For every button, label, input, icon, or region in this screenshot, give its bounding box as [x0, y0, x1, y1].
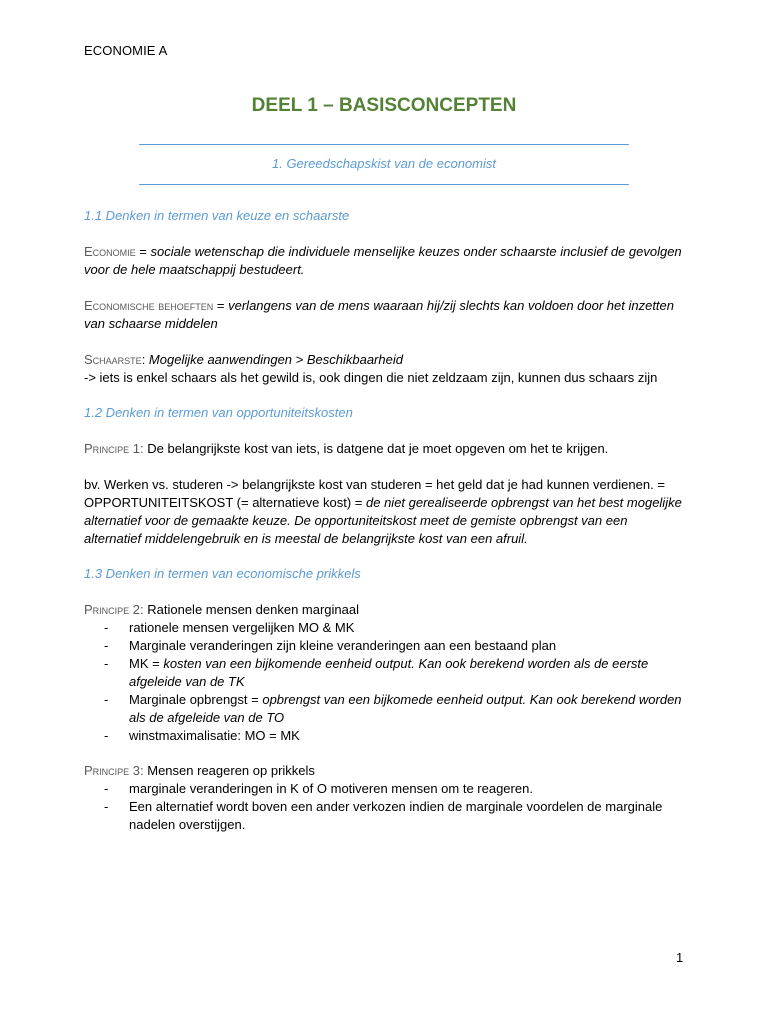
principe-1: Principe 1: De belangrijkste kost van iets, is datgene dat je moet opgeven om het te krijgen.: [84, 441, 609, 456]
principe-3: Principe 3: Mensen reageren op prikkels: [84, 763, 315, 778]
term-principe-1: Principe 1:: [84, 441, 144, 456]
definition-text: verlangens van de mens waaraan hij/zij slechts kan voldoen door het inzetten van schaarse middelen: [84, 298, 675, 331]
list-item: - winstmaximalisatie: MO = MK: [104, 728, 300, 743]
bullet-list-principe-2: [84, 619, 684, 745]
term-principe-2: Principe 2:: [84, 602, 144, 617]
schaarste-note: -> iets is enkel schaars als het gewild is, ook dingen die niet zeldzaam zijn, kunnen dus schaars zijn: [84, 370, 658, 385]
list-item: - Een alternatief wordt boven een ander verkozen indien de marginale voordelen de marginale nadelen overstijgen.: [104, 799, 663, 832]
term-behoeften: Economische behoeften: [84, 298, 214, 313]
page-number: 1: [676, 950, 684, 965]
list-item: - Marginale opbrengst = opbrengst van een bijkomede eenheid output. Kan ook berekend worden als de afgeleide van de TO: [104, 692, 682, 725]
term-schaarste: Schaarste: [84, 352, 142, 367]
term-principe-3: Principe 3:: [84, 763, 144, 778]
term-economie: Economie: [84, 244, 136, 259]
section-heading-1-3: 1.3 Denken in termen van economische prikkels: [84, 566, 361, 581]
list-item: - Marginale veranderingen zijn kleine veranderingen aan een bestaand plan: [104, 638, 557, 653]
running-header: ECONOMIE A: [84, 43, 168, 58]
section-heading-1-2: 1.2 Denken in termen van opportuniteitskosten: [84, 405, 353, 420]
section-heading-1-1: 1.1 Denken in termen van keuze en schaarste: [84, 208, 350, 223]
definition-text: Mogelijke aanwendingen > Beschikbaarheid: [148, 352, 403, 367]
definition-schaarste: Schaarste: Mogelijke aanwendingen > Beschikbaarheid: [84, 352, 403, 367]
definition-economie: Economie = sociale wetenschap die individuele menselijke keuzes onder schaarste inclusief de gevolgen voor de hele maatschappij bestudeert.: [84, 244, 682, 277]
list-item: - MK = kosten van een bijkomende eenheid output. Kan ook berekend worden als de eerste afgeleide van de TK: [104, 656, 649, 689]
body-content: [84, 207, 684, 834]
bullet-list-principe-3: [84, 780, 684, 834]
chapter-heading: 1. Gereedschapskist van de economist: [271, 156, 496, 171]
chapter-rule-bottom: [139, 184, 629, 185]
definition-text: sociale wetenschap die individuele menselijke keuzes onder schaarste inclusief de gevolgen voor de hele maatschappij bestudeert.: [84, 244, 682, 277]
chapter-rule-top: [139, 144, 629, 145]
definition-behoeften: Economische behoeften = verlangens van de mens waaraan hij/zij slechts kan voldoen door het inzetten van schaarse middelen: [84, 298, 675, 331]
list-item: - rationele mensen vergelijken MO & MK: [104, 620, 355, 635]
page-title: DEEL 1 – BASISCONCEPTEN: [251, 95, 517, 116]
principe-2: Principe 2: Rationele mensen denken marginaal: [84, 602, 359, 617]
example-opportuniteitskost: bv. Werken vs. studeren -> belangrijkste kost van studeren = het geld dat je had kunnen verdienen. = OPPORTUNITEITSKOST (= alternatieve kost) = de niet gerealiseerde opbrengst van het best mogelijke alternatief voor de gemaakte keuze. De opportuniteitskost meet de gemiste opbrengst van een alternatief middelengebruik en is meestal de belangrijkste kost van een afruil.: [84, 477, 682, 546]
list-item: - marginale veranderingen in K of O motiveren mensen om te reageren.: [104, 781, 533, 796]
